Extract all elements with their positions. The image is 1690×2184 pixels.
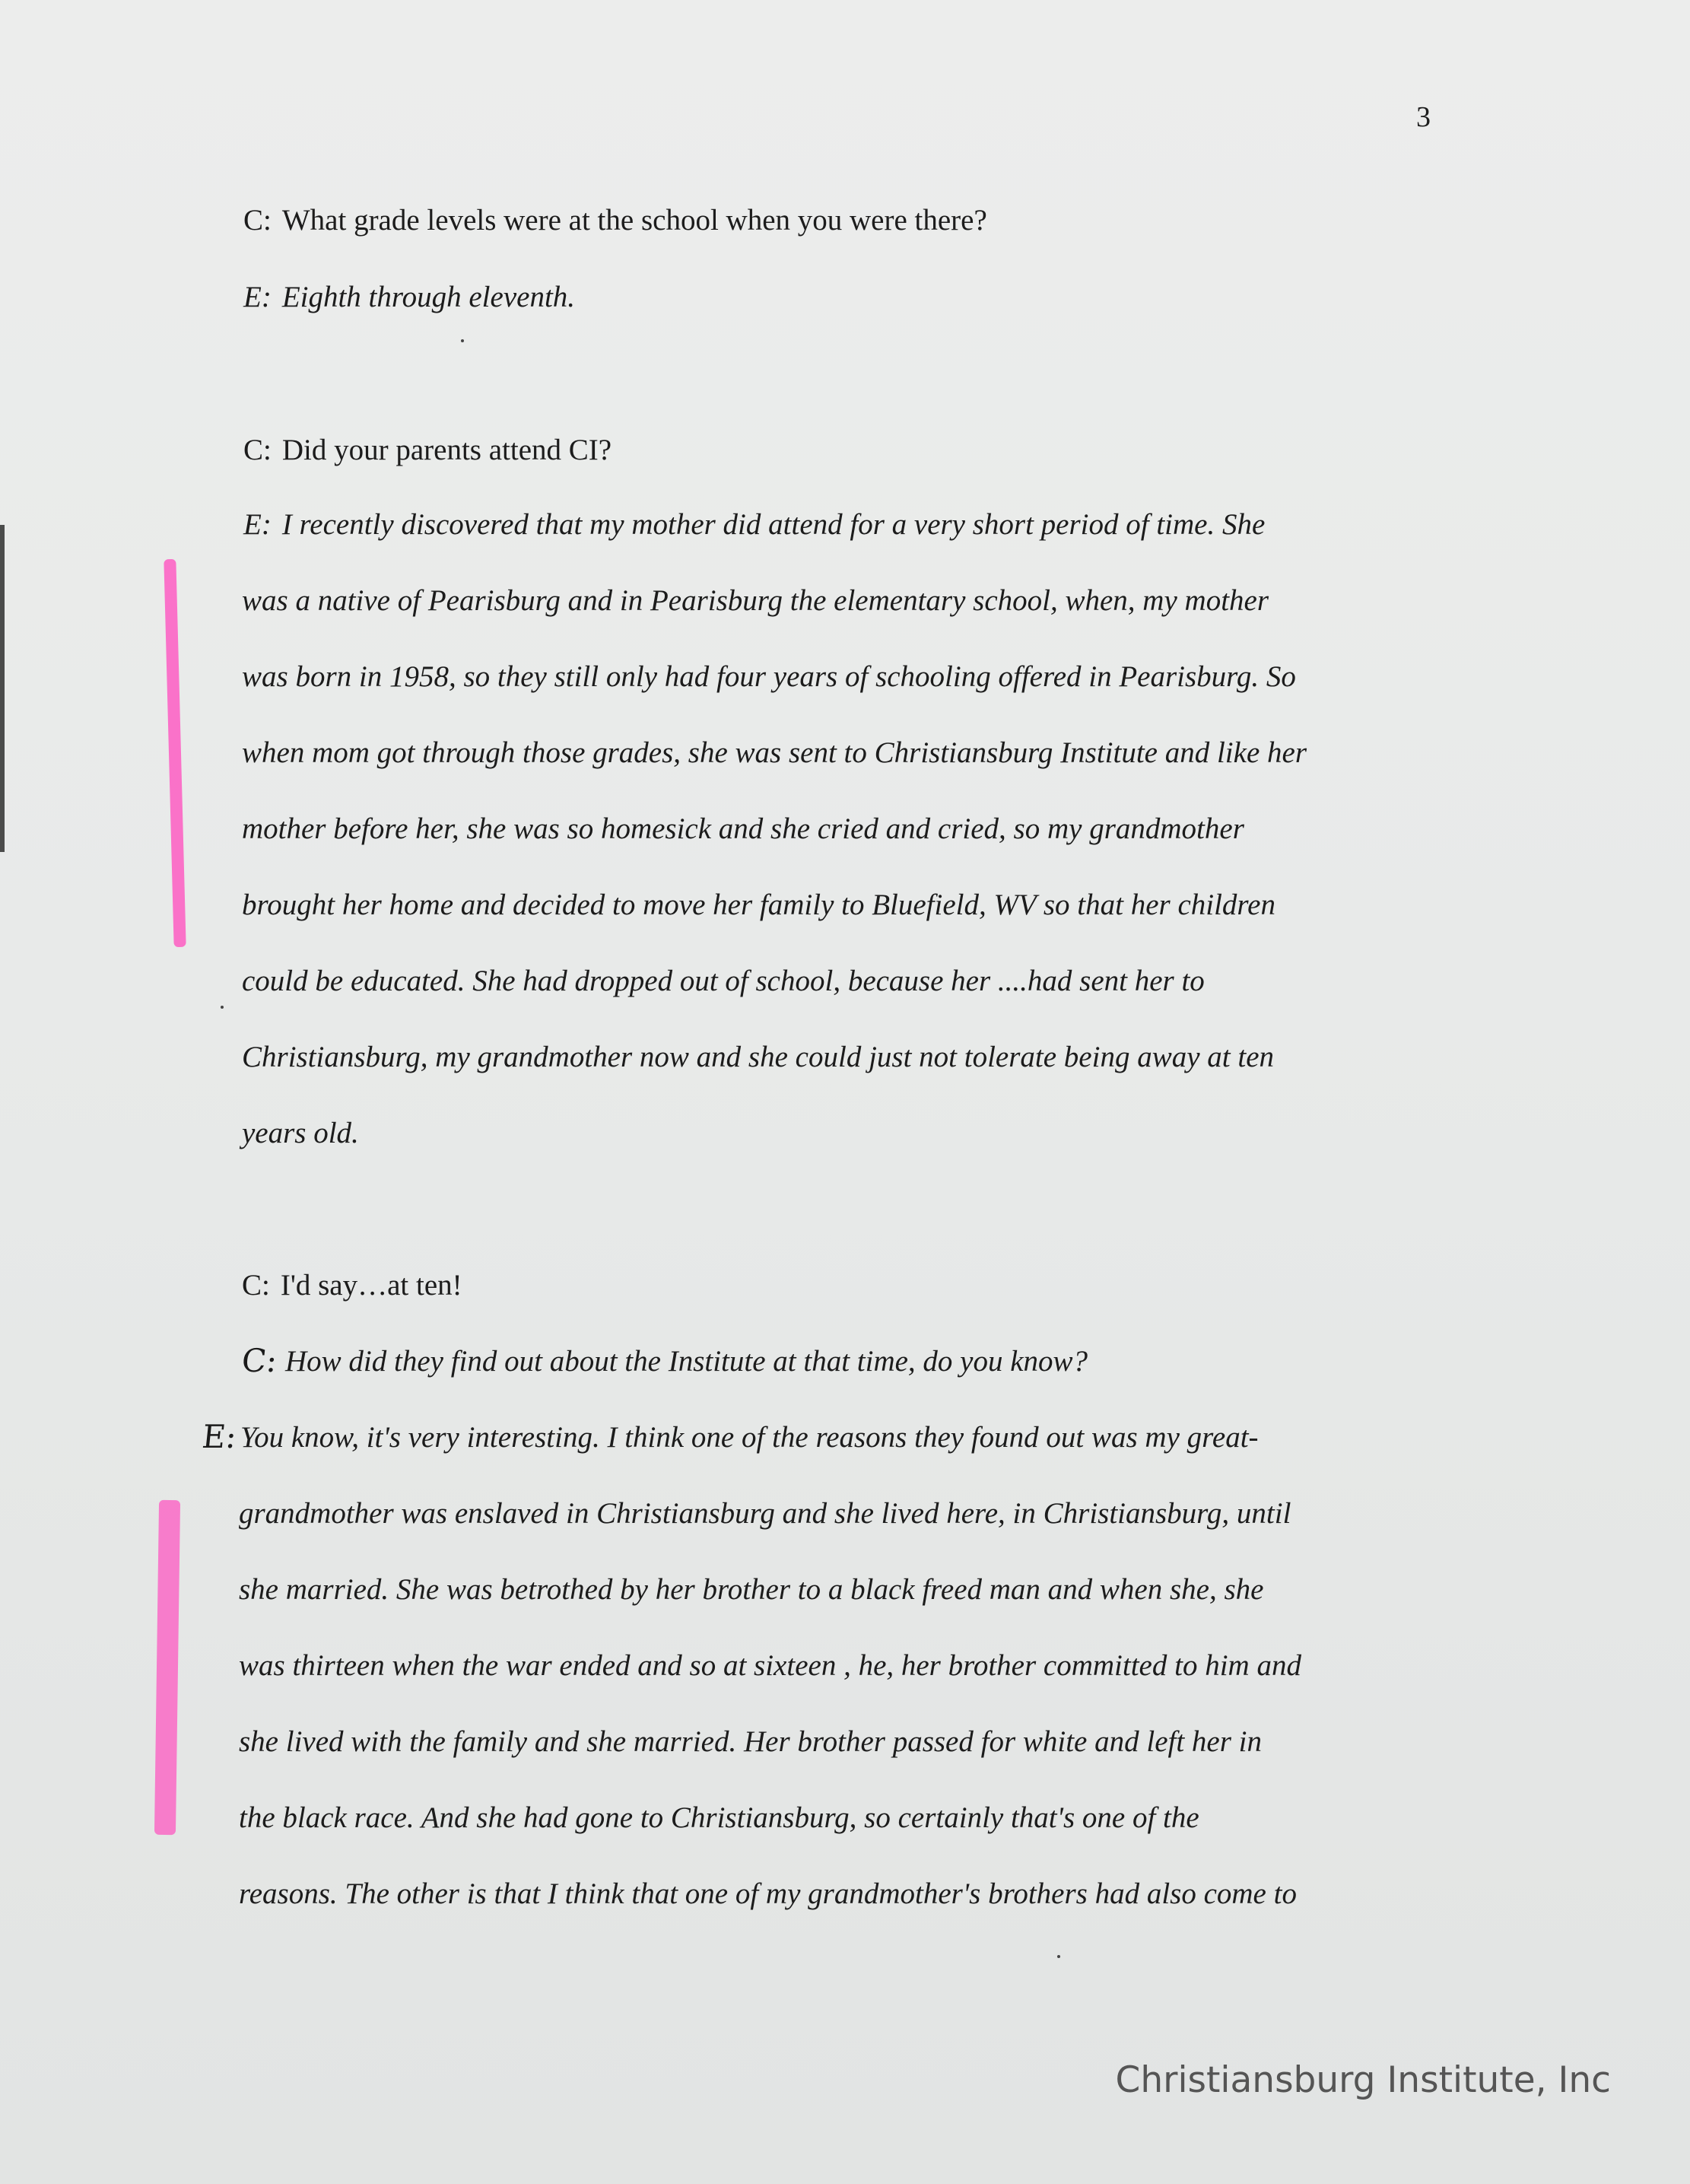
speaker-label: C:: [242, 1269, 270, 1302]
paper-speck: [221, 1006, 224, 1009]
answer-line: she lived with the family and she married. Her brother passed for white and left her in: [239, 1725, 1263, 1758]
answer-text: Eighth through eleventh.: [281, 281, 576, 313]
answer-text: I recently discovered that my mother did attend for a very short period of time. She: [281, 508, 1266, 541]
answer-line: Christiansburg, my grandmother now and she could just not tolerate being away at ten: [242, 1041, 1275, 1073]
handwritten-speaker-mark: C:: [240, 1342, 279, 1379]
question-text: I'd say…at ten!: [280, 1269, 462, 1302]
page-number: 3: [1416, 101, 1431, 133]
paper-speck: [461, 339, 464, 342]
answer-line: brought her home and decided to move her family to Bluefield, WV so that her children: [242, 889, 1275, 921]
answer-line: reasons. The other is that I think that one of my grandmother's brothers had also come to: [239, 1877, 1297, 1910]
question-line: [243, 435, 612, 465]
answer-line: years old.: [242, 1117, 359, 1149]
pink-highlighter-mark: [164, 559, 186, 947]
answer-line: mother before her, she was so homesick and she cried and cried, so my grandmother: [242, 812, 1244, 845]
watermark: Christiansburg Institute, Inc: [1115, 2059, 1611, 2101]
answer-line: she married. She was betrothed by her brother to a black freed man and when she, she: [239, 1573, 1264, 1606]
handwritten-speaker-mark: E:: [200, 1418, 239, 1455]
pink-highlighter-mark: [154, 1500, 180, 1835]
answer-line: grandmother was enslaved in Christiansburg and she lived here, in Christiansburg, until: [239, 1497, 1291, 1530]
question-text: Did your parents attend CI?: [281, 434, 612, 466]
question-line: [243, 205, 987, 235]
paper-speck: [1057, 1955, 1060, 1958]
answer-line: was thirteen when the war ended and so at sixteen , he, her brother committed to him and: [239, 1649, 1301, 1682]
question-text: How did they find out about the Institute at that time, do you know?: [285, 1345, 1088, 1378]
speaker-label: E:: [243, 281, 272, 313]
speaker-label: C:: [243, 204, 272, 237]
answer-text: You know, it's very interesting. I think one of the reasons they found out was my great-: [240, 1421, 1259, 1454]
answer-line: when mom got through those grades, she was sent to Christiansburg Institute and like her: [242, 736, 1307, 769]
scan-edge-shadow: [0, 525, 5, 852]
answer-line: was a native of Pearisburg and in Pearisburg the elementary school, when, my mother: [242, 584, 1269, 617]
answer-line: [243, 282, 575, 312]
answer-line: the black race. And she had gone to Christiansburg, so certainly that's one of the: [239, 1801, 1199, 1834]
question-line: [242, 1270, 462, 1300]
answer-line: could be educated. She had dropped out of school, because her ....had sent her to: [242, 965, 1205, 997]
question-text: What grade levels were at the school when you were there?: [281, 204, 987, 237]
answer-line: was born in 1958, so they still only had four years of schooling offered in Pearisburg. So: [242, 660, 1296, 693]
answer-line: [243, 510, 1265, 539]
speaker-label: E:: [243, 508, 272, 541]
speaker-label: C:: [243, 434, 272, 466]
